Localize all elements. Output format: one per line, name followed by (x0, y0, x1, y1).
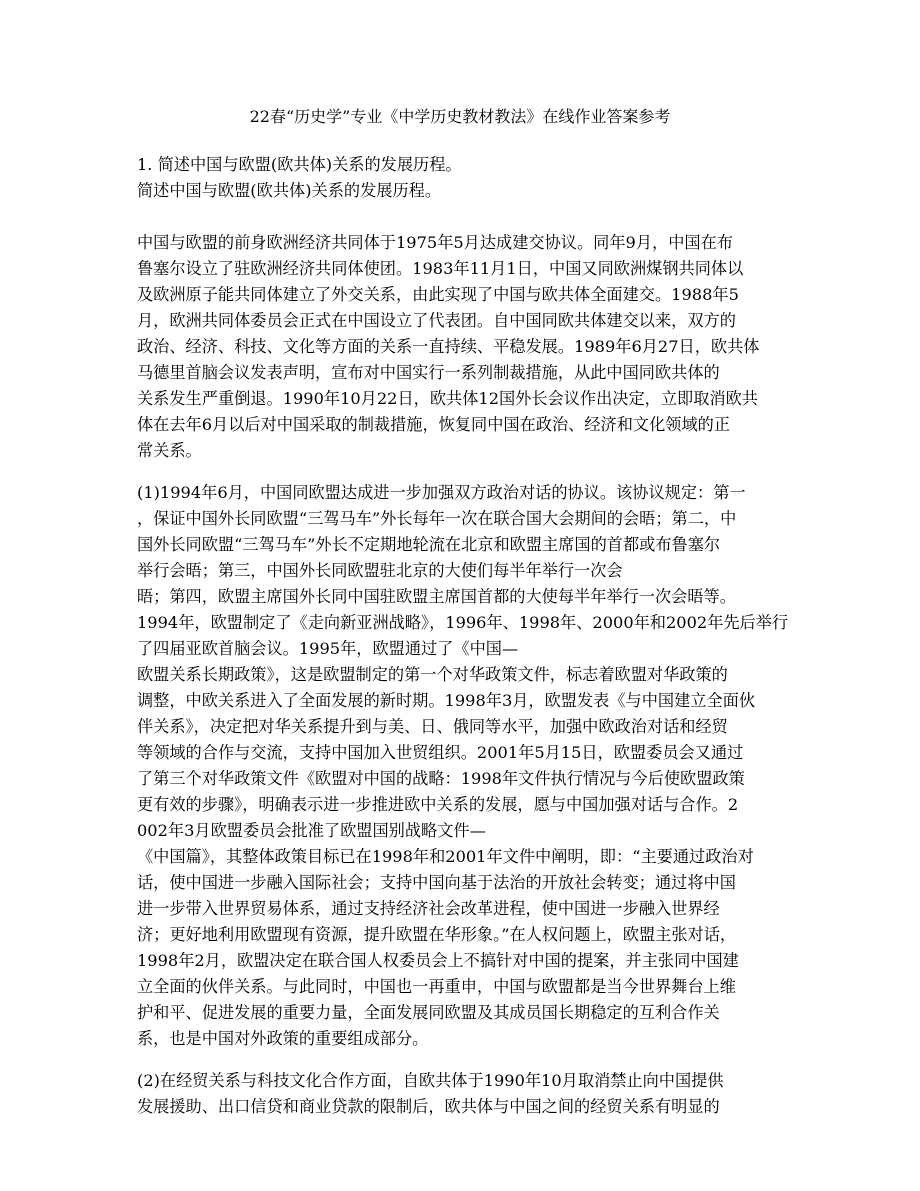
answer-paragraph-3 (137, 1068, 785, 1120)
text-line: 护和平、促进发展的重要力量，全面发展同欧盟及其成员国长期稳定的互利合作关 (137, 1003, 720, 1022)
text-line: 002年3月欧盟委员会批准了欧盟国别战略文件— (137, 821, 486, 840)
document-body (137, 152, 789, 1120)
text-line: ，保证中国外长同欧盟“三驾马车”外长每年一次在联合国大会期间的会晤；第二，中 (137, 509, 737, 528)
text-line: 中国与欧盟的前身欧洲经济共同体于1975年5月达成建交协议。同年9月，中国在布 (137, 233, 733, 252)
answer-paragraph-2 (137, 480, 789, 1052)
text-line: 话，使中国进一步融入国际社会；支持中国向基于法治的开放社会转变；通过将中国 (137, 873, 736, 892)
text-line: 政治、经济、科技、文化等方面的关系一直持续、平稳发展。1989年6月27日，欧共体 (137, 337, 760, 356)
text-line: 关系发生严重倒退。1990年10月22日，欧共体12国外长会议作出决定，立即取消欧共 (137, 389, 758, 408)
text-line: (1)1994年6月，中国同欧盟达成进一步加强双方政治对话的协议。该协议规定：第一 (137, 483, 746, 502)
text-line: 月，欧洲共同体委员会正式在中国设立了代表团。自中国同欧共体建交以来，双方的 (137, 311, 736, 330)
text-line: 发展援助、出口信贷和商业贷款的限制后，欧共体与中国之间的经贸关系有明显的 (137, 1097, 720, 1116)
text-line: 国外长同欧盟“三驾马车”外长不定期地轮流在北京和欧盟主席国的首都或布鲁塞尔 (137, 535, 721, 554)
text-line: 立全面的伙伴关系。与此同时，中国也一再重申，中国与欧盟都是当今世界舞台上维 (137, 977, 736, 996)
text-line: 更有效的步骤》，明确表示进一步推进欧中关系的发展，愿与中国加强对话与合作。2 (137, 795, 739, 814)
text-line: 等领域的合作与交流，支持中国加入世贸组织。2001年5月15日，欧盟委员会又通过 (137, 743, 744, 762)
text-line: 了第三个对华政策文件《欧盟对中国的战略：1998年文件执行情况与今后使欧盟政策 (137, 769, 745, 788)
question-repeat-line: 简述中国与欧盟(欧共体)关系的发展历程。 (137, 181, 442, 200)
text-line: 常关系。 (137, 441, 202, 460)
text-line: 伴关系》，决定把对华关系提升到与美、日、俄同等水平，加强中欧政治对话和经贸 (137, 717, 728, 736)
question-line: 1. 简述中国与欧盟(欧共体)关系的发展历程。 (137, 155, 462, 174)
text-line: 1998年2月，欧盟决定在联合国人权委员会上不搞针对中国的提案，并主张同中国建 (137, 951, 739, 970)
paragraph-gap (137, 1052, 785, 1068)
answer-paragraph-1 (137, 230, 785, 464)
text-line: 系，也是中国对外政策的重要组成部分。 (137, 1029, 429, 1048)
text-line: 鲁塞尔设立了驻欧洲经济共同体使团。1983年11月1日，中国又同欧洲煤钢共同体以 (137, 259, 744, 278)
text-line: (2)在经贸关系与科技文化合作方面，自欧共体于1990年10月取消禁止向中国提供 (137, 1071, 724, 1090)
text-line: 了四届亚欧首脑会议。1995年，欧盟通过了《中国— (137, 639, 519, 658)
text-line: 晤；第四，欧盟主席国外长同中国驻欧盟主席国首都的大使每半年举行一次会晤等。 (137, 587, 736, 606)
text-line: 举行会晤；第三，中国外长同欧盟驻北京的大使们每半年举行一次会 (137, 561, 623, 580)
text-line: 济；更好地利用欧盟现有资源，提升欧盟在华形象。”在人权问题上，欧盟主张对话， (137, 925, 737, 944)
text-line: 《中国篇》，其整体政策目标已在1998年和2001年文件中阐明，即：“主要通过政治对 (137, 847, 754, 866)
text-line: 体在去年6月以后对中国采取的制裁措施，恢复同中国在政治、经济和文化领域的正 (137, 415, 731, 434)
document-title: 22春“历史学”专业《中学历史教材教法》在线作业答案参考 (249, 107, 671, 126)
text-line: 马德里首脑会议发表声明，宣布对中国实行一系列制裁措施，从此中国同欧共体的 (137, 363, 720, 382)
blank-line (137, 204, 785, 230)
paragraph-gap (137, 464, 785, 480)
text-line: 调整，中欧关系进入了全面发展的新时期。1998年3月，欧盟发表《与中国建立全面伙 (137, 691, 756, 710)
text-line: 进一步带入世界贸易体系，通过支持经济社会改革进程，使中国进一步融入世界经 (137, 899, 720, 918)
text-line: 欧盟关系长期政策》，这是欧盟制定的第一个对华政策文件，标志着欧盟对华政策的 (137, 665, 728, 684)
text-line: 1994年，欧盟制定了《走向新亚洲战略》，1996年、1998年、2000年和2002年先后举行 (137, 613, 789, 632)
text-line: 及欧洲原子能共同体建立了外交关系，由此实现了中国与欧共体全面建交。1988年5 (137, 285, 739, 304)
